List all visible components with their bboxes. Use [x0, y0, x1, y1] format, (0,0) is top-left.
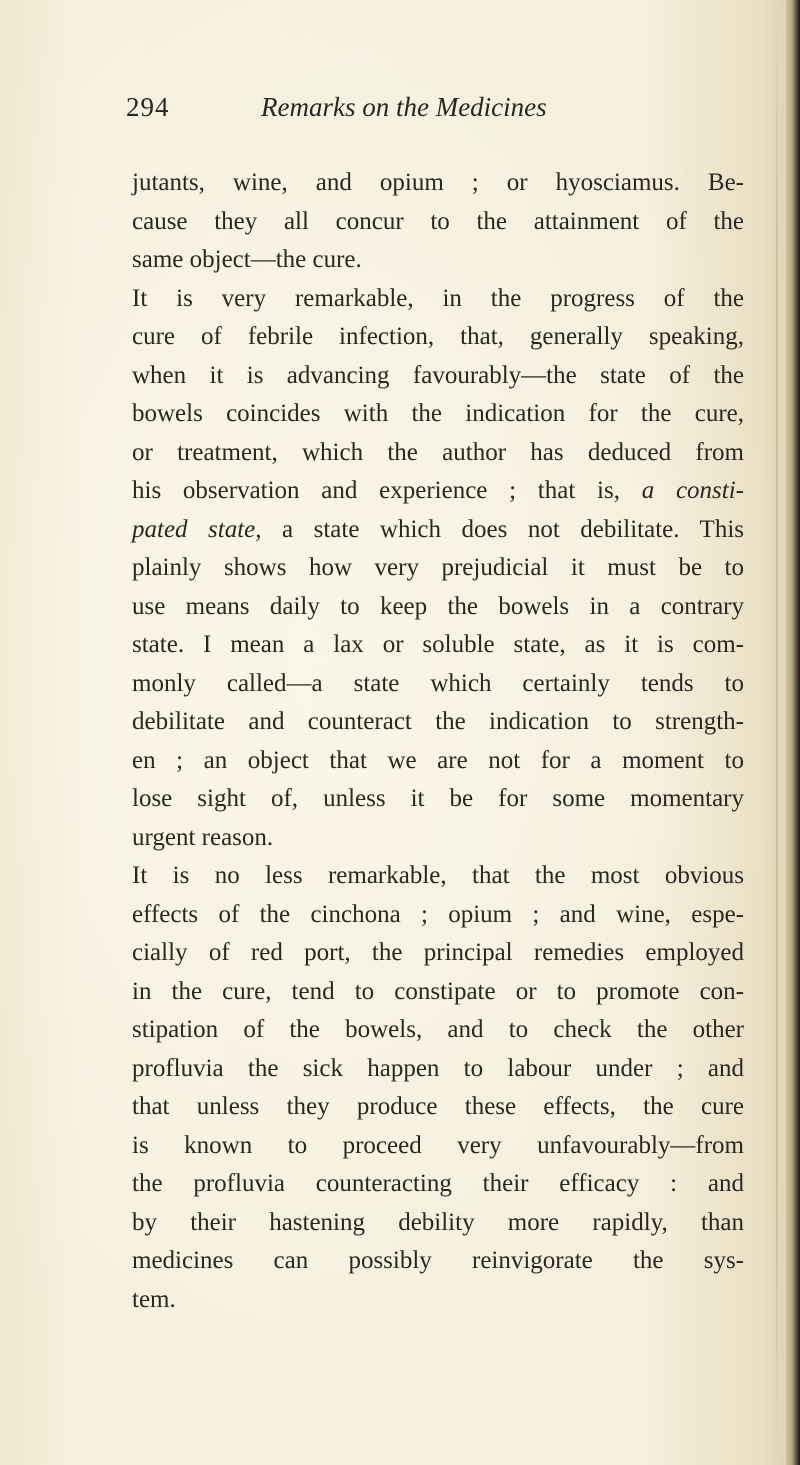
text-line: stipation of the bowels, and to check the other: [132, 1016, 744, 1043]
text-line: profluvia the sick happen to labour under ; and: [132, 1054, 744, 1082]
text-line: monly called—a state which certainly tends to: [132, 669, 744, 697]
text-line: effects of the cinchona ; opium ; and wine, espe-: [132, 900, 744, 928]
text-line: state. I mean a lax or soluble state, as it is com-: [132, 631, 744, 658]
italic-phrase: pated state,: [132, 515, 262, 543]
text-line: when it is advancing favourably—the state of the: [132, 361, 744, 389]
text-line: by their hastening debility more rapidly, than: [132, 1208, 744, 1236]
text-line: medicines can possibly reinvigorate the sys-: [132, 1247, 744, 1274]
page-body: [132, 164, 744, 1319]
text-line: jutants, wine, and opium ; or hyosciamus. Be-: [132, 169, 744, 196]
text-line: same object—the cure.: [132, 246, 362, 273]
text-segment: a state which does not debilitate. This: [282, 515, 745, 543]
text-line: en ; an object that we are not for a moment to: [132, 746, 744, 774]
text-line: [132, 511, 744, 550]
text-line: plainly shows how very prejudicial it must be to: [132, 554, 744, 581]
page-edge-shadow: [776, 0, 778, 1465]
text-line: cause they all concur to the attainment of the: [132, 207, 744, 235]
text-line: lose sight of, unless it be for some momentary: [132, 785, 744, 812]
text-line: urgent reason.: [132, 823, 274, 851]
page-number: 294: [126, 92, 170, 122]
text-line: use means daily to keep the bowels in a contrary: [132, 592, 744, 620]
running-header: [126, 92, 646, 132]
text-line: bowels coincides with the indication for the cure,: [132, 400, 744, 427]
text-line: is known to proceed very unfavourably—from: [132, 1131, 744, 1159]
text-line: cure of febrile infection, that, generally speaking,: [132, 323, 744, 350]
text-segment: his observation and experience ; that is,: [132, 477, 620, 504]
text-line: It is very remarkable, in the progress of the: [132, 284, 744, 312]
text-line: [132, 472, 744, 511]
text-line: or treatment, which the author has deduced from: [132, 438, 744, 466]
text-line: debilitate and counteract the indication to strength-: [132, 708, 744, 735]
text-line: cially of red port, the principal remedies employed: [132, 939, 744, 966]
text-line: that unless they produce these effects, the cure: [132, 1093, 744, 1120]
running-title: Remarks on the Medicines: [261, 92, 547, 122]
text-line: the profluvia counteracting their efficacy : and: [132, 1170, 744, 1197]
page-binding-edge: [786, 0, 800, 1465]
text-line: in the cure, tend to constipate or to promote con-: [132, 977, 744, 1005]
text-line: It is no less remarkable, that the most obvious: [132, 862, 744, 889]
italic-phrase: a consti-: [641, 477, 745, 504]
text-line: tem.: [132, 1285, 176, 1313]
